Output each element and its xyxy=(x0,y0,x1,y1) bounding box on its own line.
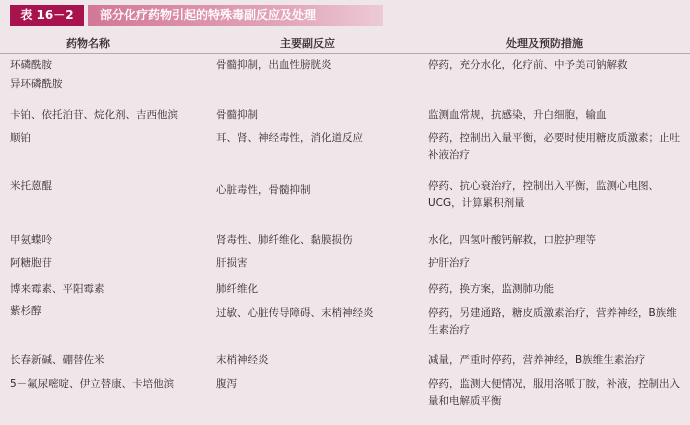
row-4-effect: 耳、肾、神经毒性，消化道反应 xyxy=(216,132,363,144)
row-5-drug: 米托蒽醌 xyxy=(10,180,52,192)
table-title-bar xyxy=(0,0,690,30)
row-11-drug: 5－氟尿嘧啶、伊立替康、卡培他滨 xyxy=(10,378,175,390)
row-2-drug: 异环磷酰胺 xyxy=(10,78,63,90)
row-5-treatment: 停药、抗心衰治疗，控制出入平衡，监测心电图、UCG，计算累积剂量 xyxy=(428,180,659,209)
row-3-treatment: 监测血常规，抗感染，升白细胞，输血 xyxy=(428,109,607,121)
row-1-treatment: 停药，充分水化，化疗前、中予美司钠解救 xyxy=(428,59,628,71)
row-1-drug: 环磷酰胺 xyxy=(10,59,52,71)
table-title: 部分化疗药物引起的特殊毒副反应及处理 xyxy=(88,5,383,26)
row-9-drug: 紫杉醇 xyxy=(10,305,42,317)
row-4-treatment: 停药，控制出入量平衡，必要时使用糖皮质激素；止吐补液治疗 xyxy=(428,132,680,161)
row-5-effect: 心脏毒性，骨髓抑制 xyxy=(216,184,311,196)
row-11-effect: 腹泻 xyxy=(216,378,237,390)
row-3-effect: 骨髓抑制 xyxy=(216,109,258,121)
row-7-drug: 阿糖胞苷 xyxy=(10,257,52,269)
table-number: 表 16－2 xyxy=(10,5,84,26)
header-side-effect: 主要副反应 xyxy=(280,37,335,50)
header-treatment: 处理及预防措施 xyxy=(506,37,583,50)
row-8-effect: 肺纤维化 xyxy=(216,283,258,295)
row-8-drug: 博来霉素、平阳霉素 xyxy=(10,283,105,295)
row-8-treatment: 停药，换方案，监测肺功能 xyxy=(428,283,554,295)
row-3-drug: 卡铂、依托泊苷、烷化剂、吉西他滨 xyxy=(10,109,178,121)
row-10-treatment: 减量，严重时停药，营养神经，B族维生素治疗 xyxy=(428,354,646,366)
header-drug-name: 药物名称 xyxy=(66,37,110,50)
row-10-effect: 末梢神经炎 xyxy=(216,354,269,366)
row-10-drug: 长春新碱、硼替佐米 xyxy=(10,354,105,366)
row-1-effect: 骨髓抑制，出血性膀胱炎 xyxy=(216,59,332,71)
row-9-treatment: 停药，另建通路，糖皮质激素治疗，营养神经，B族维生素治疗 xyxy=(428,307,677,336)
row-6-effect: 肾毒性、肺纤维化、黏膜损伤 xyxy=(216,234,353,246)
row-7-effect: 肝损害 xyxy=(216,257,248,269)
row-9-effect: 过敏、心脏传导障碍、末梢神经炎 xyxy=(216,307,374,319)
row-11-treatment: 停药，监测大便情况，服用洛哌丁胺，补液，控制出入量和电解质平衡 xyxy=(428,378,680,407)
row-6-drug: 甲氨蝶呤 xyxy=(10,234,52,246)
row-4-drug: 顺铂 xyxy=(10,132,31,144)
row-7-treatment: 护肝治疗 xyxy=(428,257,470,269)
row-6-treatment: 水化，四氢叶酸钙解救，口腔护理等 xyxy=(428,234,596,246)
table-header xyxy=(0,33,690,54)
